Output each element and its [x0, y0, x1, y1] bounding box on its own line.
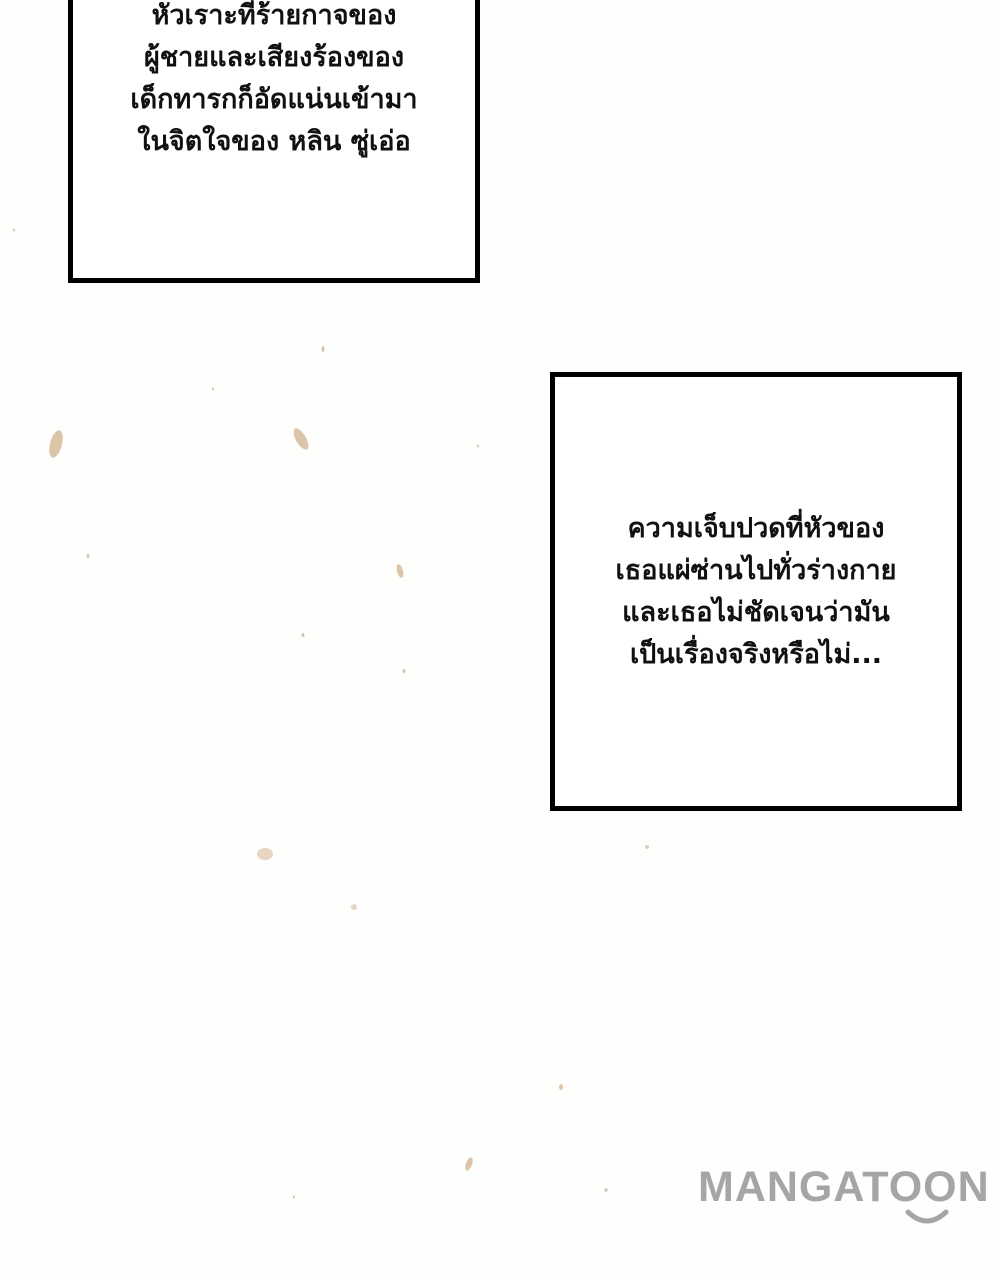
caption-text-top	[73, 0, 475, 163]
speckle	[605, 1188, 608, 1192]
speckle	[291, 426, 312, 452]
speckle	[302, 633, 305, 637]
caption-line: เธอแผ่ซ่านไปทั่วร่างกาย	[615, 555, 897, 586]
caption-line: ผู้ชายและเสียงร้องของ	[143, 42, 405, 73]
mangatoon-watermark	[698, 1162, 1000, 1230]
caption-line: เป็นเรื่องจริงหรือไม่...	[629, 639, 883, 670]
speckle	[257, 848, 273, 860]
caption-text-right	[555, 508, 957, 676]
caption-line: หัวเราะที่ร้ายกาจของ	[151, 0, 397, 31]
speckle	[395, 563, 404, 578]
caption-line: และเธอไม่ชัดเจนว่ามัน	[622, 597, 890, 628]
speckle	[212, 388, 214, 391]
caption-line: เด็กทารกก็อัดแน่นเข้ามา	[130, 84, 418, 115]
speckle	[477, 445, 479, 448]
caption-line: ความเจ็บปวดที่หัวของ	[627, 513, 885, 544]
speckle	[351, 904, 357, 910]
speckle	[87, 554, 90, 558]
speckle	[645, 845, 649, 849]
speckle	[322, 346, 325, 352]
speckle	[464, 1156, 474, 1171]
speckle	[403, 669, 406, 673]
caption-box-top	[68, 0, 480, 283]
speckle	[13, 229, 15, 232]
speckle	[559, 1084, 563, 1090]
speckle	[293, 1196, 295, 1199]
smile-icon	[904, 1208, 950, 1228]
caption-box-right	[550, 372, 962, 811]
watermark-text: MANGATOON	[698, 1163, 990, 1211]
speckle	[47, 429, 66, 459]
caption-line: ในจิตใจของ หลิน ซู่เอ่อ	[137, 126, 411, 157]
